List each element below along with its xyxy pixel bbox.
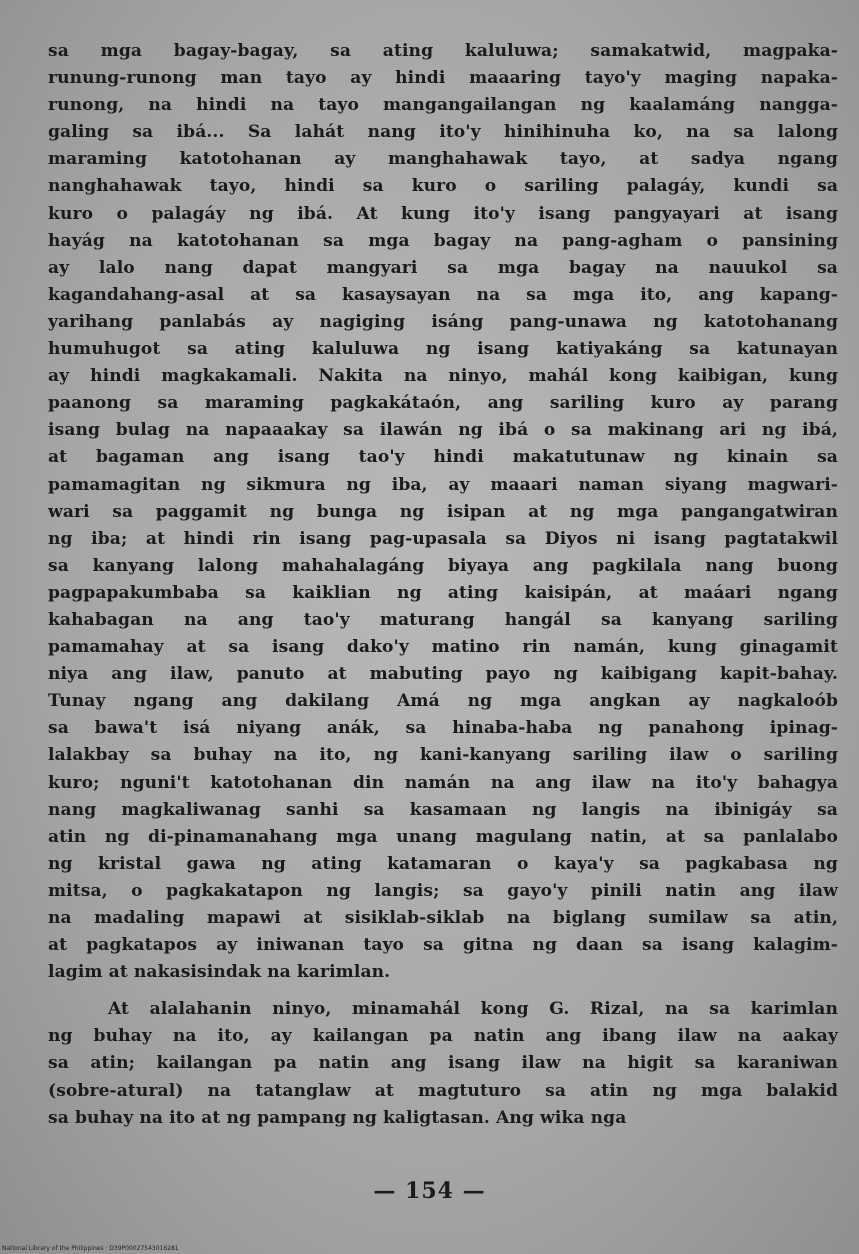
- text-line: kuro o palagáy ng ibá. At kung ito'y isang pangyayari at isang: [48, 203, 838, 224]
- paragraph-1: [48, 38, 838, 986]
- text-line: pagpapakumbaba sa kaiklian ng ating kaisipán, at maáari ngang: [48, 582, 838, 603]
- text-line: paanong sa maraming pagkakátaón, ang sariling kuro ay parang: [48, 393, 838, 414]
- text-line: kahabagan na ang tao'y maturang hangál sa kanyang sariling: [48, 609, 838, 630]
- text-line: sa atin; kailangan pa natin ang isang ilaw na higit sa karaniwan: [48, 1053, 838, 1074]
- text-line: pamamagitan ng sikmura ng iba, ay maaari naman siyang magwari-: [48, 474, 838, 495]
- text-line: na madaling mapawi at sisiklab-siklab na biglang sumilaw sa atin,: [48, 908, 838, 928]
- text-line: sa buhay na ito at ng pampang ng kaligtasan. Ang wika nga: [48, 1107, 627, 1128]
- text-line: kuro; nguni't katotohanan din namán na ang ilaw na ito'y bahagya: [48, 772, 838, 793]
- text-line: nang magkaliwanag sanhi sa kasamaan ng langis na ibinigáy sa: [48, 799, 838, 820]
- text-line: ng iba; at hindi rin isang pag-upasala sa Diyos ni isang pagtatakwil: [48, 528, 838, 549]
- text-line: lagim at nakasisindak na karimlan.: [48, 962, 391, 983]
- page-body: [48, 38, 838, 1132]
- text-line: Tunay ngang ang dakilang Amá ng mga angkan ay nagkaloób: [48, 691, 838, 712]
- text-line: ng buhay na ito, ay kailangan pa natin ang ibang ilaw na aakay: [48, 1026, 838, 1047]
- text-line: nanghahawak tayo, hindi sa kuro o sariling palagáy, kundi sa: [48, 176, 838, 197]
- text-line: galing sa ibá... Sa lahát nang ito'y hinihinuha ko, na sa lalong: [48, 122, 838, 143]
- text-line: runong, na hindi na tayo mangangailangan ng kaalamáng nangga-: [48, 95, 838, 116]
- text-line: lalakbay sa buhay na ito, ng kani-kanyang sariling ilaw o sariling: [48, 745, 838, 766]
- text-line: yarihang panlabás ay nagiging isáng pang-unawa ng katotohanang: [48, 311, 838, 332]
- text-line: ay hindi magkakamali. Nakita na ninyo, mahál kong kaibigan, kung: [48, 366, 838, 387]
- text-line: at bagaman ang isang tao'y hindi makatutunaw ng kinain sa: [48, 447, 838, 468]
- footer-note: National Library of the Philippines · D39P00027543016281: [2, 1245, 179, 1252]
- text-line: sa mga bagay-bagay, sa ating kaluluwa; samakatwid, magpaka-: [48, 41, 838, 61]
- text-line: isang bulag na napaaakay sa ilawán ng ibá o sa makinang ari ng ibá,: [48, 420, 838, 441]
- text-line: runung-runong man tayo ay hindi maaaring tayo'y maging napaka-: [48, 68, 838, 89]
- text-line: (sobre-atural) na tatanglaw at magtuturo sa atin ng mga balakid: [48, 1080, 838, 1101]
- text-line: atin ng di-pinamanahang mga unang magulang natin, at sa panlalabo: [48, 826, 838, 847]
- text-line: pamamahay at sa isang dako'y matino rin namán, kung ginagamit: [48, 637, 838, 658]
- text-line: mitsa, o pagkakatapon ng langis; sa gayo'y pinili natin ang ilaw: [48, 880, 838, 901]
- text-line: kagandahang-asal at sa kasaysayan na sa mga ito, ang kapang-: [48, 284, 838, 305]
- text-line: sa bawa't isá niyang anák, sa hinaba-haba ng panahong ipinag-: [48, 718, 838, 739]
- text-line: humuhugot sa ating kaluluwa ng isang katiyakáng sa katunayan: [48, 339, 838, 360]
- text-line: ay lalo nang dapat mangyari sa mga bagay na nauukol sa: [48, 257, 838, 278]
- text-line: ng kristal gawa ng ating katamaran o kaya'y sa pagkabasa ng: [48, 853, 838, 874]
- paragraph-2: [48, 996, 838, 1131]
- text-line: at pagkatapos ay iniwanan tayo sa gitna ng daan sa isang kalagim-: [48, 935, 838, 956]
- text-line: maraming katotohanan ay manghahawak tayo, at sadya ngang: [48, 149, 838, 170]
- text-line: At alalahanin ninyo, minamahál kong G. Rizal, na sa karimlan: [108, 999, 838, 1020]
- text-line: wari sa paggamit ng bunga ng isipan at ng mga pangangatwiran: [48, 501, 838, 522]
- page-number: — 154 —: [373, 1178, 486, 1204]
- text-line: niya ang ilaw, panuto at mabuting payo ng kaibigang kapit-bahay.: [48, 664, 838, 685]
- text-line: sa kanyang lalong mahahalagáng biyaya ang pagkilala nang buong: [48, 555, 838, 576]
- text-line: hayág na katotohanan sa mga bagay na pang-agham o pansining: [48, 230, 838, 251]
